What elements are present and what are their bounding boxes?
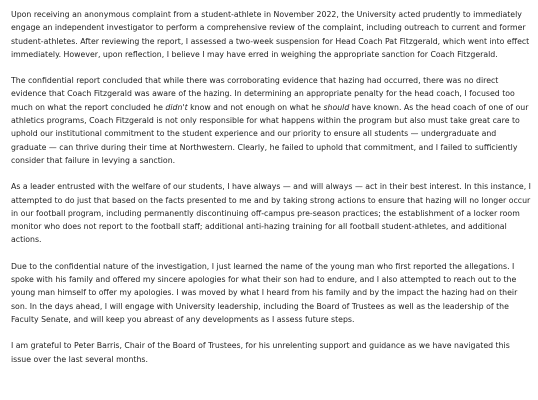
text-run: I am grateful to Peter Barris, Chair of the Board of Trustees, for his unrelenting support and guidance as we have navigated this issue over the last several months. bbox=[11, 341, 510, 364]
emphasis-should: should bbox=[323, 102, 350, 112]
text-run: have known. As the head coach of one of our athletics programs, Coach Fitzgerald is not only responsible for what happens within the program but also must take great care to uphold our institutional commitment to the student experience and our priority to ensure all students — undergraduate and graduate — can thrive during their time at Northwestern. Clearly, he failed to uphold that commitment, and I failed to sufficiently consider that failure in levying a sanction. bbox=[11, 102, 529, 165]
text-run: know and not enough on what he bbox=[187, 102, 324, 112]
text-run: Due to the confidential nature of the investigation, I just learned the name of the young man who first reported the allegations. I spoke with his family and offered my sincere apologies for what their son had to endure, and I also attempted to reach out to the young man himself to offer my apologies. I was moved by what I heard from his family and by the impact the hazing had on their son. In the days ahead, I will engage with University leadership, including the Board of Trustees as well as the leadership of the Faculty Senate, and will keep you abreast of any developments as I assess future steps. bbox=[11, 261, 518, 324]
paragraph-5 bbox=[11, 339, 531, 366]
paragraph-1 bbox=[11, 8, 531, 61]
paragraph-4 bbox=[11, 260, 531, 326]
text-run: The confidential report concluded that while there was corroborating evidence that hazing had occurred, there was no direct evidence that Coach Fitzgerald was aware of the hazing. In determining an appropriate penalty for the head coach, I focused too much on what the report concluded he bbox=[11, 76, 515, 112]
paragraph-2 bbox=[11, 74, 531, 167]
letter-body bbox=[11, 8, 531, 366]
emphasis-didnt: didn't bbox=[165, 102, 188, 112]
text-run: Upon receiving an anonymous complaint from a student-athlete in November 2022, the University acted prudently to immediately engage an independent investigator to perform a comprehensive review of the complaint, including outreach to current and former student-athletes. After reviewing the report, I assessed a two-week suspension for Head Coach Pat Fitzgerald, which went into effect immediately. However, upon reflection, I believe I may have erred in weighing the appropriate sanction for Coach Fitzgerald. bbox=[11, 10, 530, 59]
text-run: As a leader entrusted with the welfare of our students, I have always — and will always — act in their best interest. In this instance, I attempted to do just that based on the facts presented to me and by taking strong actions to ensure that hazing will no longer occur in our football program, including permanently discontinuing off-campus pre-season practices; the establishment of a locker room monitor who does not report to the football staff; additional anti-hazing training for all football student-athletes, and additional actions. bbox=[11, 182, 531, 245]
paragraph-3 bbox=[11, 180, 531, 246]
